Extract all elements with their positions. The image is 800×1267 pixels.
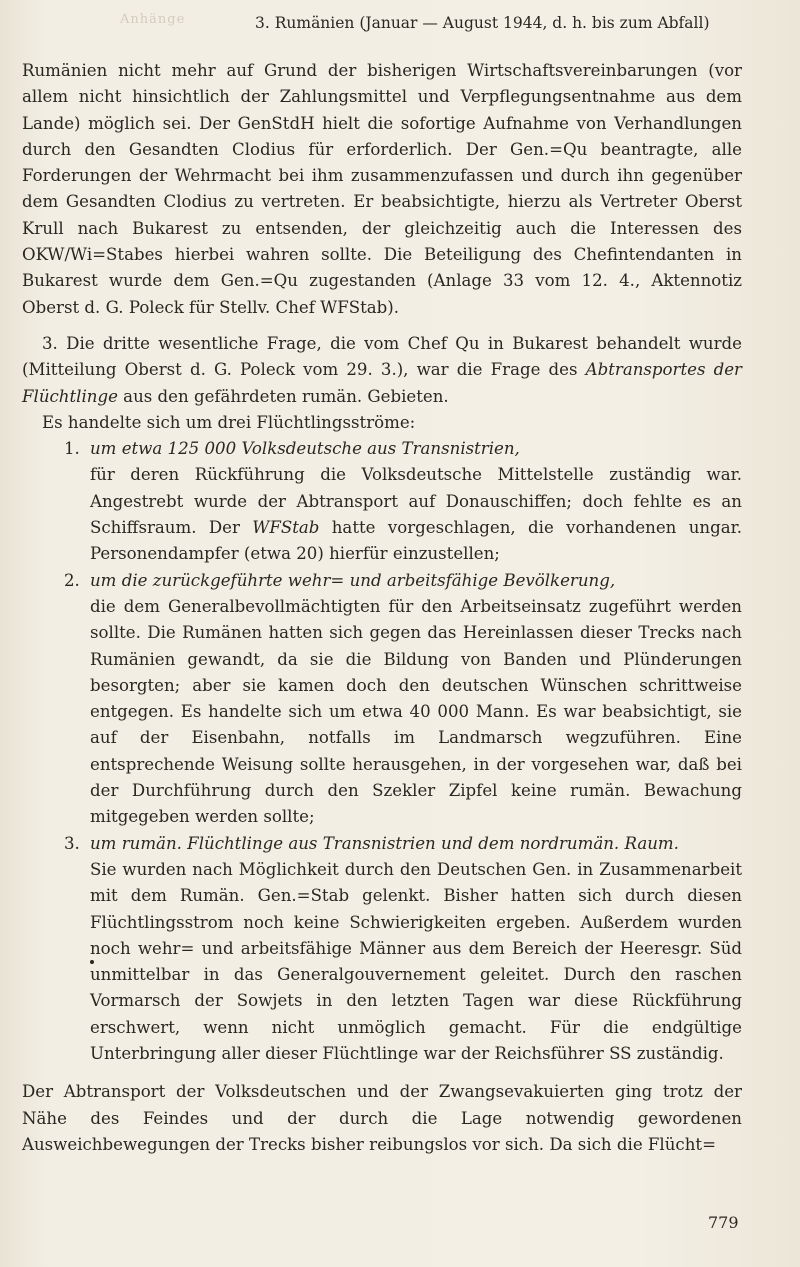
bleed-through-text: Anhänge (120, 12, 186, 27)
list-item-heading: um rumän. Flüchtlinge aus Transnistrien und dem nordrumän. Raum. (90, 833, 679, 853)
paragraph-2-text-end: aus den gefährdeten rumän. Gebieten. (117, 386, 449, 406)
list-item-body: die dem Generalbevollmächtigten für den Arbeitseinsatz zugeführt werden sollte. Die Rumänen hatten sich gegen das Hereinlassen dieser Trecks nach Rumänien gewandt, da sie die Bildung von Banden und Plünderungen besorgten; aber sie kamen doch den deutschen Wünschen schrittweise entgegen. Es handelte sich um etwa 40 000 Mann. Es war beabsichtigt, sie auf der Eisenbahn, notfalls im Landmarsch wegzuführen. Eine entsprechende Weisung sollte herausgehen, in der vorgesehen war, daß bei der Durchführung durch den Szekler Zipfel keine rumän. Bewachung mitgegeben werden sollte; (90, 596, 742, 827)
ink-speck (90, 960, 94, 964)
list-item (22, 436, 742, 567)
body-text (22, 58, 742, 1158)
page-number: 779 (708, 1213, 739, 1232)
list-item-body-text-end: hatte vorgeschlagen, die vorhandenen ungar. Personendampfer (etwa 20) hierfür einzustellen; (90, 518, 742, 564)
list-item-heading: um etwa 125 000 Volksdeutsche aus Transnistrien, (90, 439, 520, 459)
list-item-heading: um die zurückgeführte wehr= und arbeitsfähige Bevölkerung, (90, 570, 616, 590)
list-item-number: 2. (64, 570, 80, 590)
paragraph-2-text: 3. Die dritte wesentliche Frage, die vom Chef Qu in Bukarest behandelt wurde (Mitteilung Oberst d. G. Poleck vom 29. 3.), war die Frage des (22, 333, 742, 380)
list-item-number: 3. (64, 833, 80, 853)
list-item (22, 568, 742, 831)
running-head: 3. Rumänien (Januar — August 1944, d. h. bis zum Abfall) (255, 14, 710, 32)
list-item (22, 831, 742, 1068)
list-item-number: 1. (64, 439, 80, 459)
list-item-body-emphasis: WFStab (252, 518, 320, 538)
list-item-body (90, 462, 742, 567)
paragraph-1: Rumänien nicht mehr auf Grund der bisherigen Wirtschaftsvereinbarungen (vor allem nicht hinsichtlich der Zahlungsmittel und Verpflegungsentnahme aus dem Lande) möglich sei. Der GenStdH hielt die sofortige Aufnahme von Verhandlungen durch den Gesandten Clodius für erforderlich. Der Gen.=Qu beantragte, alle Forderungen der Wehrmacht bei ihm zusammenzufassen und durch ihn gegenüber dem Gesandten Clodius zu vertreten. Er beabsichtigte, hierzu als Vertreter Oberst Krull nach Bukarest zu entsenden, der gleichzeitig auch die Interessen des OKW/Wi=Stabes hierbei wahren sollte. Die Beteiligung des Chefintendanten in Bukarest wurde dem Gen.=Qu zugestanden (Anlage 33 vom 12. 4., Aktennotiz Oberst d. G. Poleck für Stellv. Chef WFStab). (22, 61, 742, 317)
paragraph-3: Es handelte sich um drei Flüchtlingsströme: (42, 412, 416, 432)
paragraph-2-emphasis: Abtransportes der Flüchtlinge (22, 360, 742, 406)
paragraph-4: Der Abtransport der Volksdeutschen und der Zwangsevakuierten ging trotz der Nähe des Feindes und der durch die Lage notwendig gewordenen Ausweichbewegungen der Trecks bisher reibungslos vor sich. Da sich die Flücht= (22, 1082, 742, 1154)
list-item-body-text: für deren Rückführung die Volksdeutsche Mittelstelle zuständig war. Angestrebt wurde der Abtransport auf Donauschiffen; doch fehlte es an Schiffsraum. Der (90, 465, 742, 538)
list-item-body: Sie wurden nach Möglichkeit durch den Deutschen Gen. in Zusammenarbeit mit dem Rumän. Gen.=Stab gelenkt. Bisher hatten sich durch diesen Flüchtlingsstrom noch keine Schwierigkeiten ergeben. Außerdem wurden noch wehr= und arbeitsfähige Männer aus dem Bereich der Heeresgr. Süd unmittelbar in das Generalgouvernement geleitet. Durch den raschen Vormarsch der Sowjets in den letzten Tagen war diese Rückführung erschwert, wenn nicht unmöglich gemacht. Für die endgültige Unterbringung aller dieser Flüchtlinge war der Reichsführer SS zuständig. (90, 859, 742, 1063)
paragraph-2 (22, 331, 742, 410)
refugee-list (22, 436, 742, 1067)
